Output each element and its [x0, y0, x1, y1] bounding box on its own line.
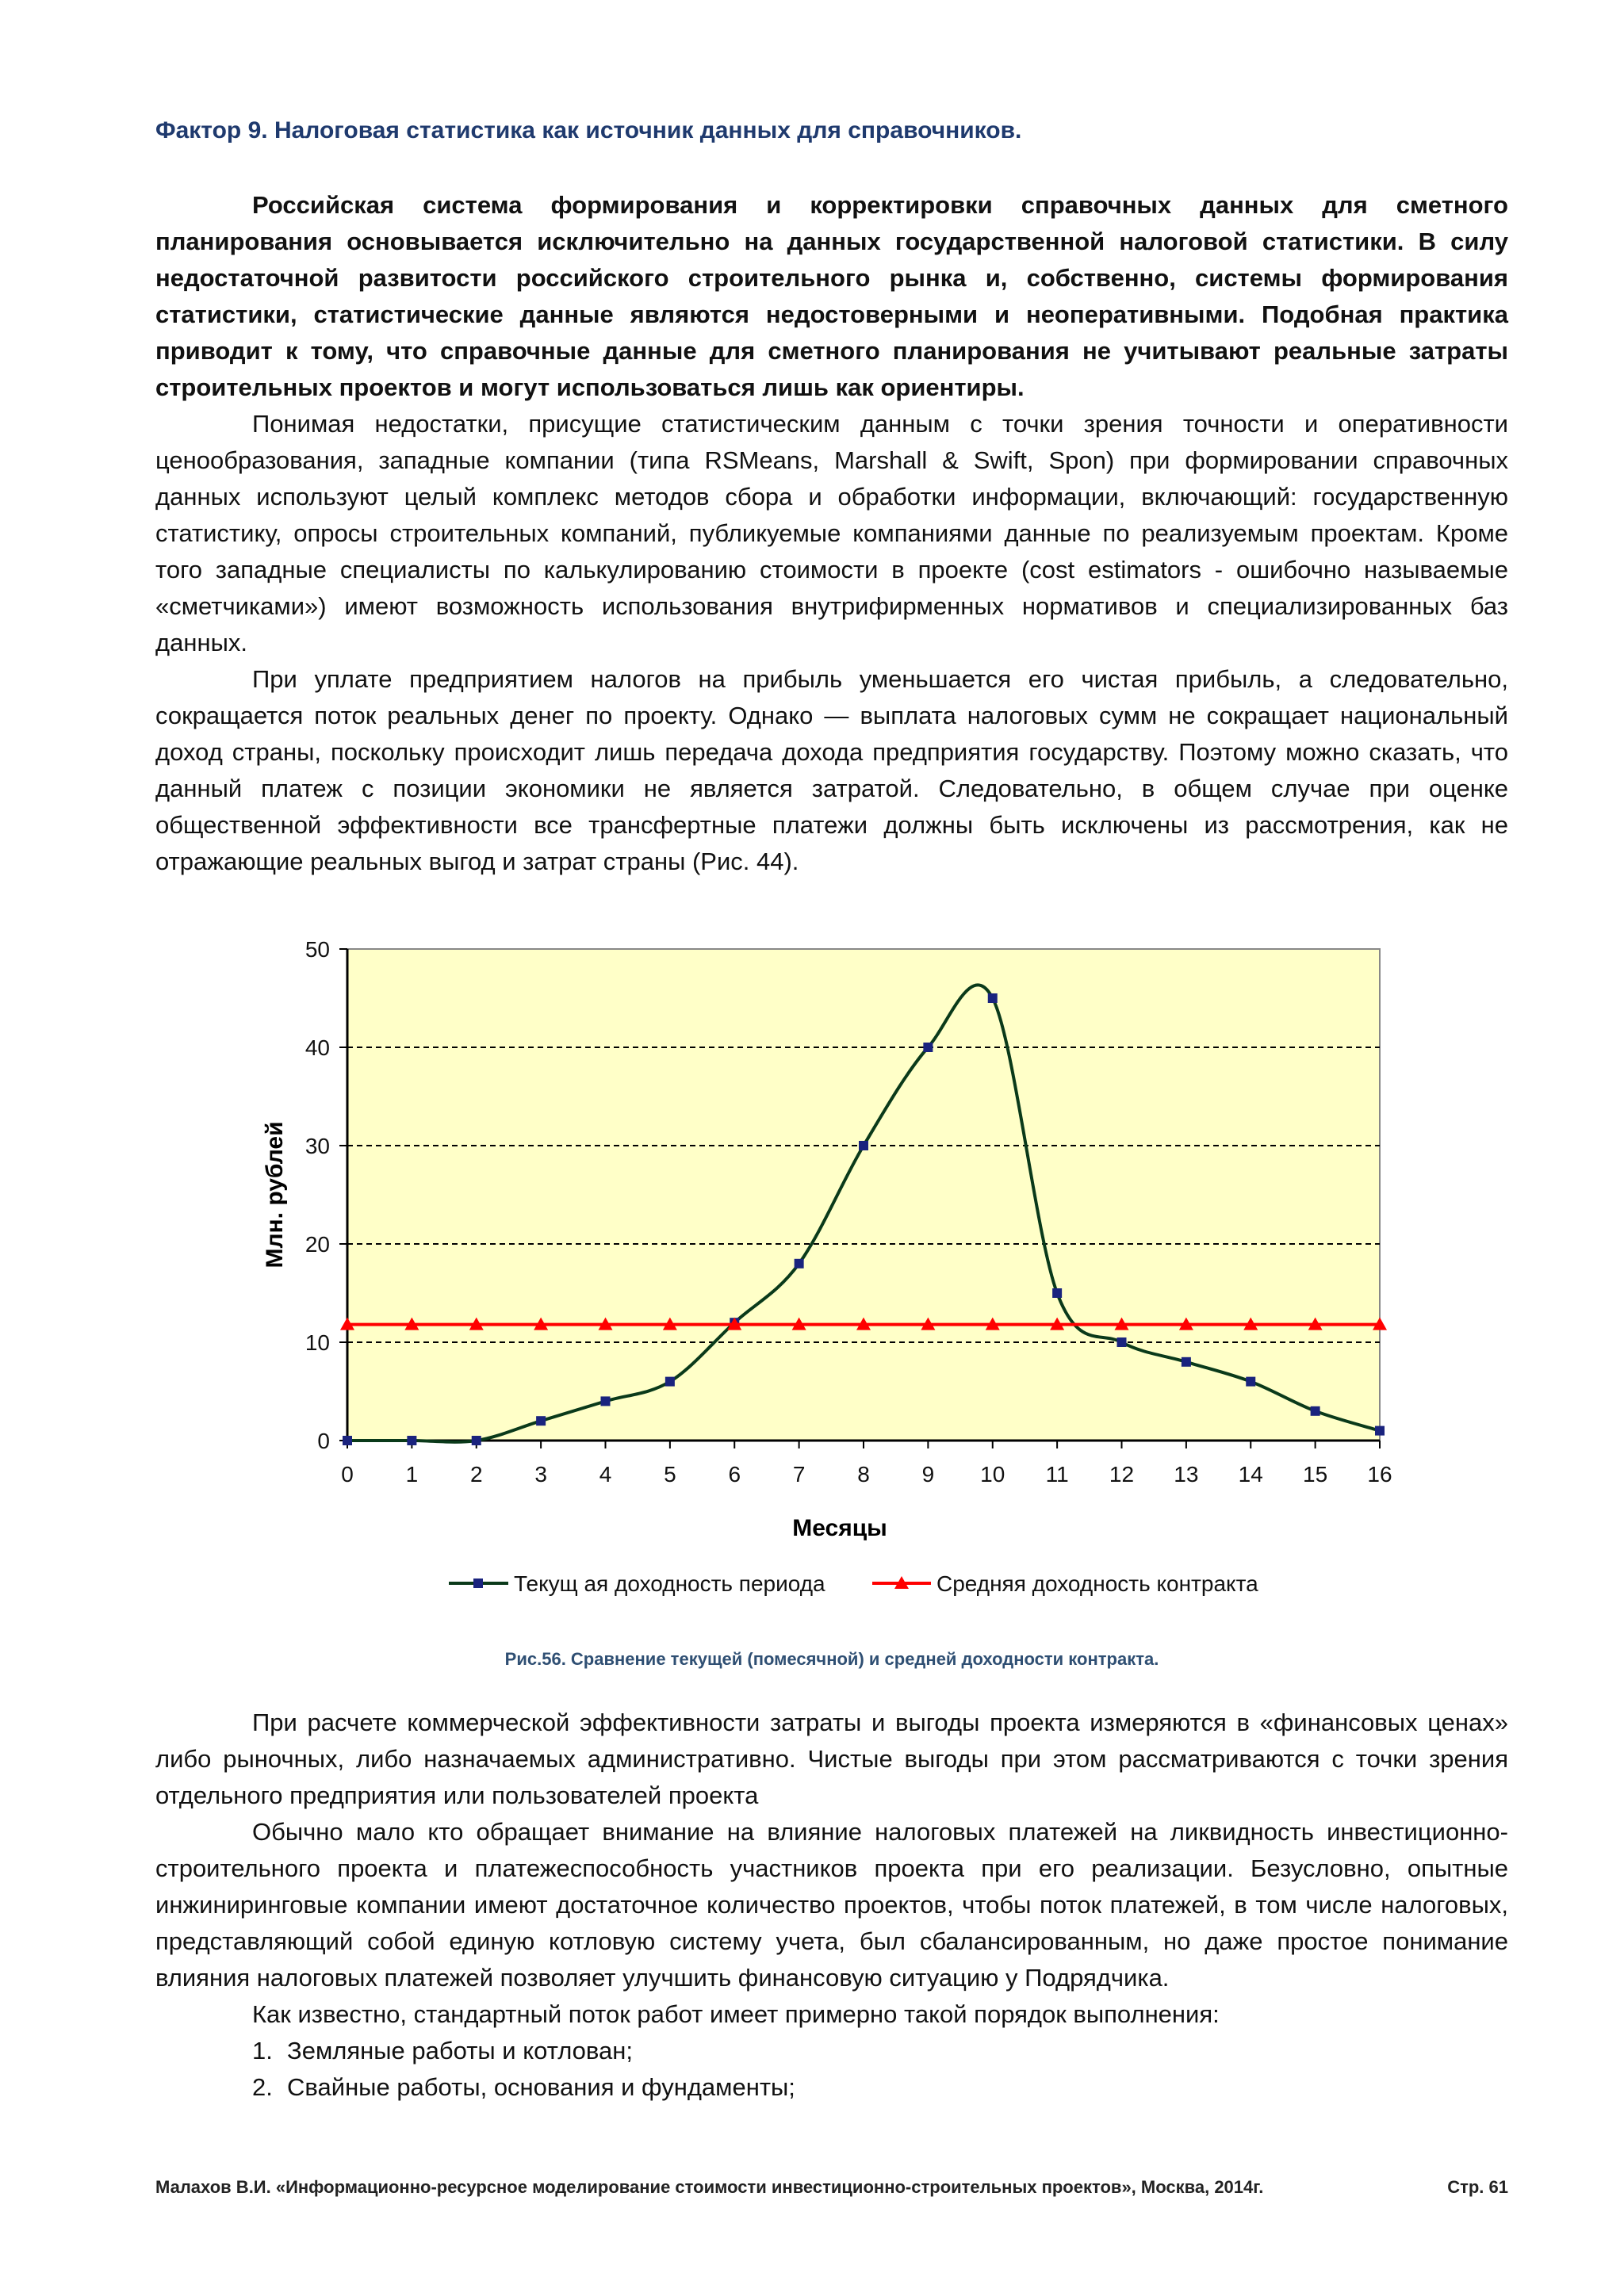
- x-tick-label: 11: [1045, 1462, 1069, 1487]
- paragraph-4: При расчете коммерческой эффективности затраты и выгоды проекта измеряются в «финансовых ценах» либо рыночных, либо назначаемых административно. Чистые выгоды при этом рассматриваются с точки зрения отдельного предприятия или пользователей проекта: [155, 1709, 1508, 1809]
- data-point: [343, 1436, 352, 1445]
- x-tick-label: 5: [664, 1462, 676, 1487]
- list-item-text: Земляные работы и котлован;: [287, 2037, 633, 2064]
- y-tick-label: 10: [304, 1330, 330, 1355]
- x-tick-label: 7: [792, 1462, 806, 1487]
- figure-caption: Рис.56. Сравнение текущей (помесячной) и средней доходности контракта.: [504, 1649, 1159, 1669]
- data-point: [1182, 1357, 1191, 1367]
- data-point: [1117, 1337, 1127, 1347]
- data-point: [988, 993, 998, 1003]
- list-item-text: Свайные работы, основания и фундаменты;: [287, 2073, 795, 2101]
- legend-label: Средняя доходность контракта: [936, 1571, 1258, 1596]
- x-tick-label: 4: [599, 1462, 612, 1487]
- legend-marker: [473, 1578, 483, 1588]
- x-axis-label: Месяцы: [792, 1515, 887, 1541]
- footer-citation: Малахов В.И. «Информационно-ресурсное моделирование стоимости инвестиционно-строительных проектов», Москва, 2014г.: [155, 2177, 1264, 2197]
- x-tick-labels: [341, 1462, 1392, 1487]
- list-item: [155, 2069, 1508, 2106]
- list-item: [155, 2033, 1508, 2069]
- data-point: [795, 1259, 804, 1269]
- paragraph-6: Как известно, стандартный поток работ имеет примерно такой порядок выполнения:: [252, 2000, 1220, 2028]
- data-point: [1375, 1426, 1385, 1436]
- data-point: [665, 1377, 675, 1387]
- y-tick-label: 40: [304, 1035, 330, 1060]
- paragraph-3: При уплате предприятием налогов на прибыль уменьшается его чистая прибыль, а следовательно, сокращается поток реальных денег по проекту. Однако — выплата налоговых сумм не сокращает национальный доход страны, поскольку происходит лишь передача дохода предприятия государству. Поэтому можно сказать, что данный платеж с позиции экономики не является затратой. Следовательно, в общем случае при оценке общественной эффективности все трансфертные платежи должны быть исключены из рассмотрения, как не отражающие реальных выгод и затрат страны (Рис. 44).: [155, 665, 1508, 875]
- body-text-bottom: [155, 1705, 1508, 2106]
- plot-area: [347, 949, 1380, 1441]
- figure: [155, 928, 1508, 1609]
- x-tick-label: 3: [534, 1462, 547, 1487]
- section-heading: Фактор 9. Налоговая статистика как источник данных для справочников.: [155, 117, 1022, 144]
- page-footer: [155, 2177, 1508, 2198]
- x-tick-label: 14: [1238, 1462, 1263, 1487]
- x-tick-label: 15: [1303, 1462, 1328, 1487]
- data-point: [1311, 1406, 1320, 1416]
- body-text-top: [155, 187, 1508, 880]
- data-point: [407, 1436, 416, 1445]
- y-tick-label: 20: [304, 1232, 330, 1257]
- list-item-number: 1.: [252, 2037, 273, 2064]
- line-chart: [155, 928, 1508, 1609]
- work-order-list: [155, 2033, 1508, 2106]
- list-item-number: 2.: [252, 2073, 273, 2101]
- x-tick-label: 10: [980, 1462, 1005, 1487]
- data-point: [859, 1141, 868, 1150]
- x-tick-label: 12: [1109, 1462, 1135, 1487]
- data-point: [1052, 1288, 1062, 1298]
- x-tick-label: 16: [1367, 1462, 1392, 1487]
- page-number: Стр. 61: [1447, 2177, 1508, 2197]
- paragraph-2: Понимая недостатки, присущие статистическим данным с точки зрения точности и оперативности ценообразования, западные компании (типа RSMeans, Marshall & Swift, Spon) при формировании справочных данных используют целый комплекс методов сбора и обработки информации, включающий: государственную статистику, опросы строительных компаний, публикуемые компаниями данные по реализуемым проектам. Кроме того западные специалисты по калькулированию стоимости в проекте (cost estimators - ошибочно называемые «сметчиками») имеют возможность использования внутрифирменных нормативов и специализированных баз данных.: [155, 410, 1508, 656]
- x-tick-label: 8: [857, 1462, 870, 1487]
- y-axis-label: Млн. рублей: [262, 1121, 288, 1269]
- x-tick-label: 13: [1174, 1462, 1199, 1487]
- y-tick-label: 50: [304, 937, 330, 962]
- legend-label: Текущ ая доходность периода: [514, 1571, 825, 1596]
- y-tick-label: 0: [317, 1429, 330, 1453]
- data-point: [923, 1043, 933, 1052]
- x-tick-label: 2: [469, 1462, 483, 1487]
- x-tick-label: 6: [728, 1462, 741, 1487]
- y-tick-label: 30: [304, 1134, 330, 1158]
- x-tick-label: 9: [921, 1462, 935, 1487]
- data-point: [1246, 1377, 1255, 1387]
- data-point: [601, 1396, 611, 1406]
- paragraph-5: Обычно мало кто обращает внимание на влияние налоговых платежей на ликвидность инвестиционно-строительного проекта и платежеспособность участников проекта при его реализации. Безусловно, опытные инжиниринговые компании имеют достаточное количество проектов, чтобы поток платежей, в том числе налоговых, представляющий собой единую котловую систему учета, был сбалансированным, но даже простое понимание влияния налоговых платежей позволяет улучшить финансовую ситуацию у Подрядчика.: [155, 1818, 1508, 1992]
- x-tick-label: 0: [341, 1462, 354, 1487]
- data-point: [536, 1416, 546, 1425]
- y-tick-labels: [305, 937, 330, 1453]
- x-tick-label: 1: [405, 1462, 419, 1487]
- paragraph-1: Российская система формирования и корректировки справочных данных для сметного планирования основывается исключительно на данных государственной налоговой статистики. В силу недостаточной развитости российского строительного рынка и, собственно, системы формирования статистики, статистические данные являются недостоверными и неоперативными. Подобная практика приводит к тому, что справочные данные для сметного планирования не учитывают реальные затраты строительных проектов и могут использоваться лишь как ориентиры.: [155, 191, 1508, 401]
- data-point: [472, 1436, 481, 1445]
- legend: [449, 1571, 1258, 1596]
